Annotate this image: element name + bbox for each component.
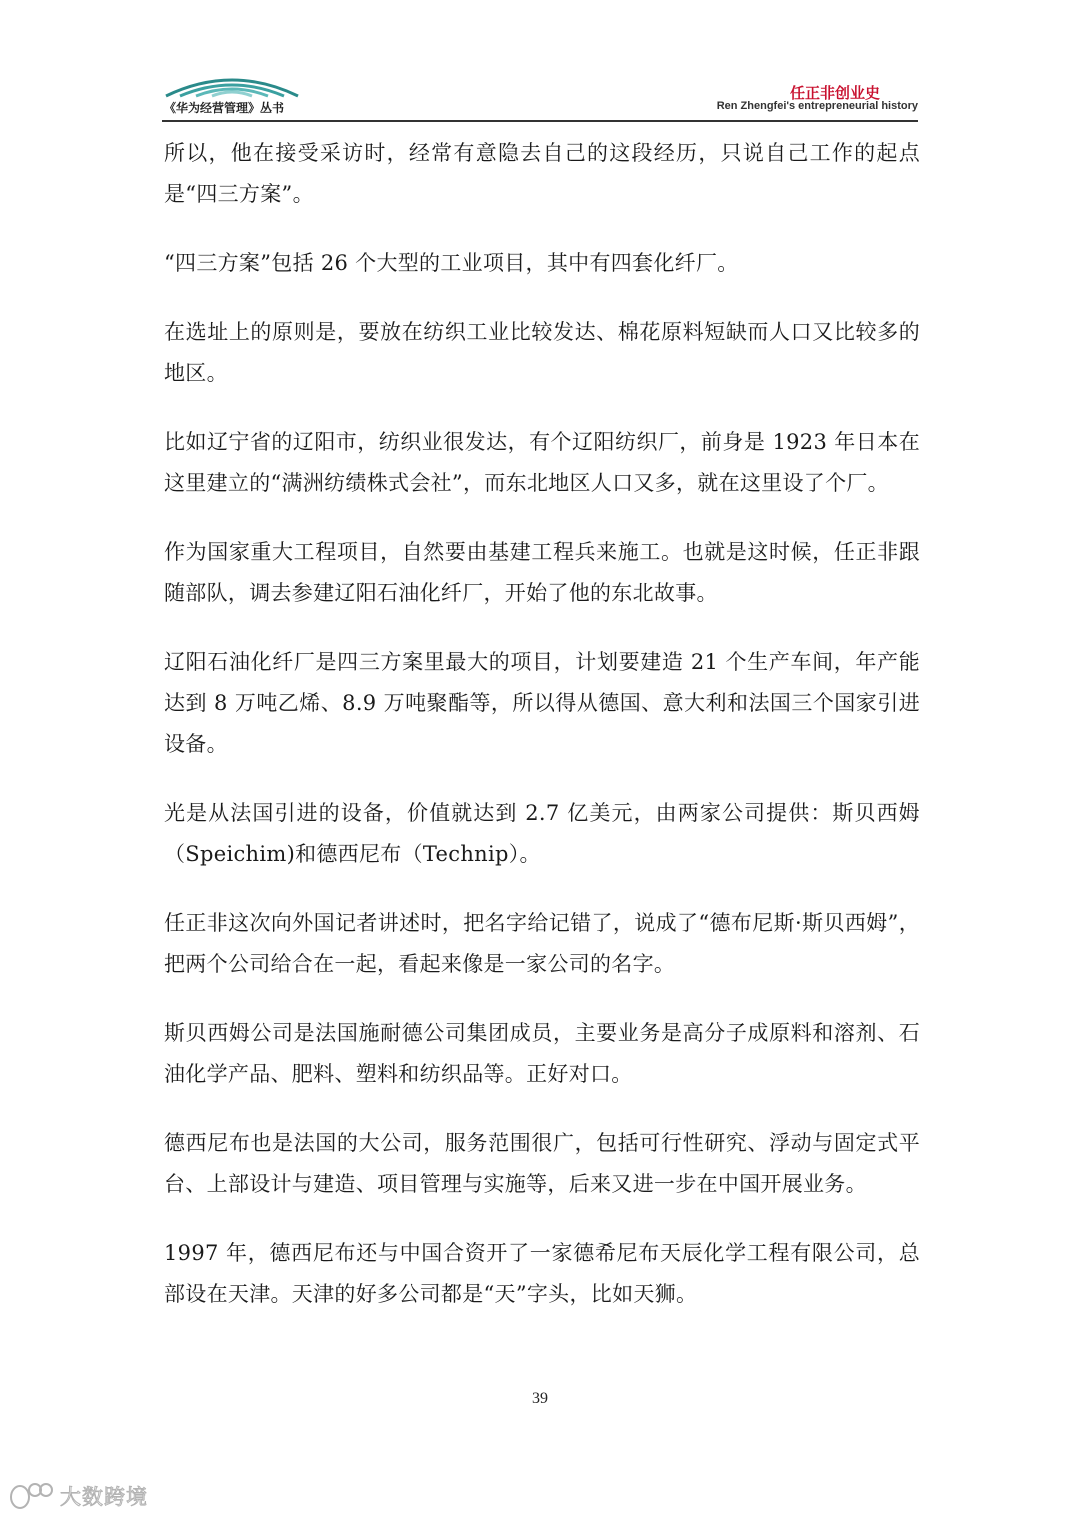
paragraph: 德西尼布也是法国的大公司，服务范围很广，包括可行性研究、浮动与固定式平台、上部设计与建造、项目管理与实施等，后来又进一步在中国开展业务。: [164, 1131, 920, 1196]
page-number: 39: [532, 1390, 548, 1407]
page-header: [162, 72, 922, 120]
brand-title: 任正非创业史: [789, 84, 880, 102]
paragraph: 任正非这次向外国记者讲述时，把名字给记错了，说成了“德布尼斯·斯贝西姆”，把两个公司给合在一起，看起来像是一家公司的名字。: [164, 911, 920, 976]
paragraph: 所以，他在接受采访时，经常有意隐去自己的这段经历，只说自己工作的起点是“四三方案”。: [164, 141, 920, 206]
paragraph: 比如辽宁省的辽阳市，纺织业很发达，有个辽阳纺织厂，前身是 1923 年日本在这里建立的“满洲纺绩株式会社”，而东北地区人口又多，就在这里设了个厂。: [164, 430, 920, 495]
paragraph: 1997 年，德西尼布还与中国合资开了一家德希尼布天辰化学工程有限公司，总部设在天津。天津的好多公司都是“天”字头，比如天狮。: [164, 1241, 920, 1306]
series-title: 《华为经营管理》丛书: [164, 101, 285, 115]
bubble-logo-icon: [8, 1481, 56, 1511]
header-divider: [162, 120, 918, 122]
watermark: [8, 1476, 148, 1516]
paragraph: 光是从法国引进的设备，价值就达到 2.7 亿美元，由两家公司提供：斯贝西姆（Speichim)和德西尼布（Technip）。: [164, 801, 920, 866]
body-text: [164, 133, 920, 1343]
watermark-text: 大数跨境: [60, 1485, 148, 1509]
paragraph: “四三方案”包括 26 个大型的工业项目，其中有四套化纤厂。: [164, 251, 739, 275]
series-logo-icon: [162, 72, 302, 98]
paragraph: 辽阳石油化纤厂是四三方案里最大的项目，计划要建造 21 个生产车间，年产能达到 8 万吨乙烯、8.9 万吨聚酯等，所以得从德国、意大利和法国三个国家引进设备。: [164, 650, 920, 756]
paragraph: 作为国家重大工程项目，自然要由基建工程兵来施工。也就是这时候，任正非跟随部队，调去参建辽阳石油化纤厂，开始了他的东北故事。: [164, 540, 920, 605]
paragraph: 在选址上的原则是，要放在纺织工业比较发达、棉花原料短缺而人口又比较多的地区。: [164, 320, 920, 385]
brand-subtitle: Ren Zhengfei's entrepreneurial history: [716, 100, 918, 112]
paragraph: 斯贝西姆公司是法国施耐德公司集团成员，主要业务是高分子成原料和溶剂、石油化学产品、肥料、塑料和纺织品等。正好对口。: [164, 1021, 920, 1086]
